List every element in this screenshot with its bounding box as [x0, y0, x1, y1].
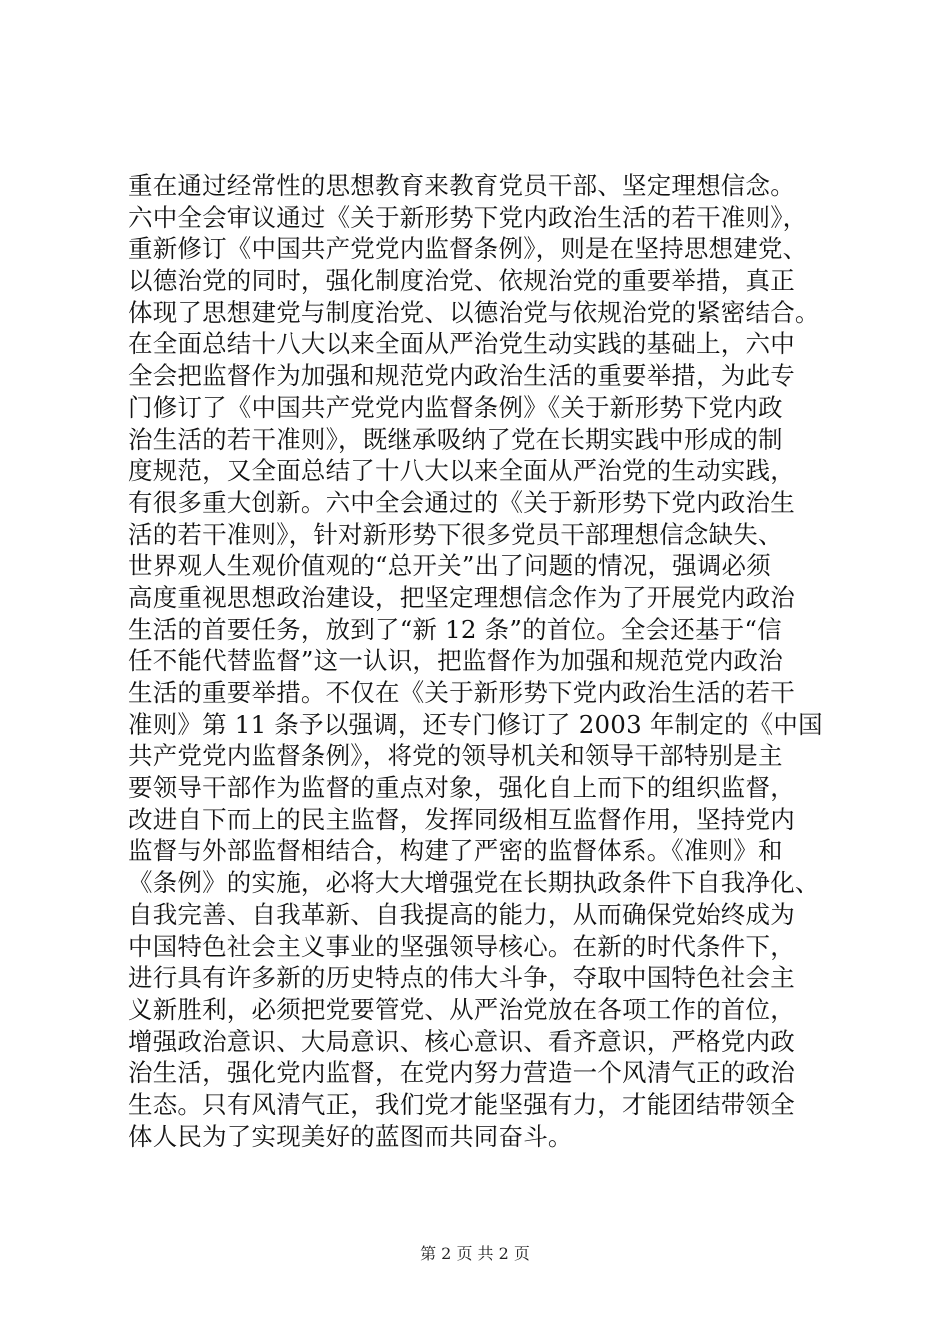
text-line: 世界观人生观价值观的“总开关”出了问题的情况，强调必须: [128, 551, 771, 581]
text-line: 要领导干部作为监督的重点对象，强化自上而下的组织监督，: [128, 773, 795, 803]
text-line: 以德治党的同时，强化制度治党、依规治党的重要举措，真正: [128, 266, 795, 296]
body-paragraph: [128, 170, 848, 1152]
text-line: 体人民为了实现美好的蓝图而共同奋斗。: [128, 1121, 573, 1151]
text-line: 治生活的若干准则》，既继承吸纳了党在长期实践中形成的制: [128, 424, 783, 454]
text-line: 共产党党内监督条例》，将党的领导机关和领导干部特别是主: [128, 741, 783, 771]
text-line: 自我完善、自我革新、自我提高的能力，从而确保党始终成为: [128, 899, 795, 929]
text-line: 在全面总结十八大以来全面从严治党生动实践的基础上，六中: [128, 329, 795, 359]
text-line: 体现了思想建党与制度治党、以德治党与依规治党的紧密结合。: [128, 297, 820, 327]
text-line: 进行具有许多新的历史特点的伟大斗争，夺取中国特色社会主: [128, 963, 795, 993]
text-line: 义新胜利，必须把党要管党、从严治党放在各项工作的首位，: [128, 994, 795, 1024]
text-line: 准则》第 11 条予以强调，还专门修订了 2003 年制定的《中国: [128, 709, 823, 739]
text-line: 治生活，强化党内监督，在党内努力营造一个风清气正的政治: [128, 1058, 795, 1088]
page-footer: 第 2 页 共 2 页: [420, 1244, 530, 1263]
text-line: 《条例》的实施，必将大大增强党在长期执政条件下自我净化、: [128, 868, 820, 898]
text-line: 增强政治意识、大局意识、核心意识、看齐意识，严格党内政: [128, 1026, 795, 1056]
text-line: 度规范，又全面总结了十八大以来全面从严治党的生动实践，: [128, 456, 795, 486]
text-line: 监督与外部监督相结合，构建了严密的监督体系。《准则》和: [128, 836, 783, 866]
text-line: 高度重视思想政治建设，把坚定理想信念作为了开展党内政治: [128, 582, 795, 612]
text-line: 中国特色社会主义事业的坚强领导核心。在新的时代条件下，: [128, 931, 795, 961]
text-line: 重新修订《中国共产党党内监督条例》，则是在坚持思想建党、: [128, 234, 808, 264]
text-line: 全会把监督作为加强和规范党内政治生活的重要举措，为此专: [128, 361, 795, 391]
text-line: 改进自下而上的民主监督，发挥同级相互监督作用，坚持党内: [128, 804, 795, 834]
text-line: 门修订了《中国共产党党内监督条例》《关于新形势下党内政: [128, 392, 783, 422]
text-line: 生活的首要任务，放到了“新 12 条”的首位。全会还基于“信: [128, 614, 782, 644]
text-line: 有很多重大创新。六中全会通过的《关于新形势下党内政治生: [128, 487, 795, 517]
text-line: 生活的重要举措。不仅在《关于新形势下党内政治生活的若干: [128, 678, 795, 707]
text-line: 任不能代替监督”这一认识，把监督作为加强和规范党内政治: [128, 646, 783, 676]
text-line: 重在通过经常性的思想教育来教育党员干部、坚定理想信念。: [128, 171, 795, 200]
text-line: 生态。只有风清气正，我们党才能坚强有力，才能团结带领全: [128, 1089, 795, 1119]
text-line: 活的若干准则》，针对新形势下很多党员干部理想信念缺失、: [128, 519, 783, 549]
text-line: 六中全会审议通过《关于新形势下党内政治生活的若干准则》，: [128, 202, 808, 232]
